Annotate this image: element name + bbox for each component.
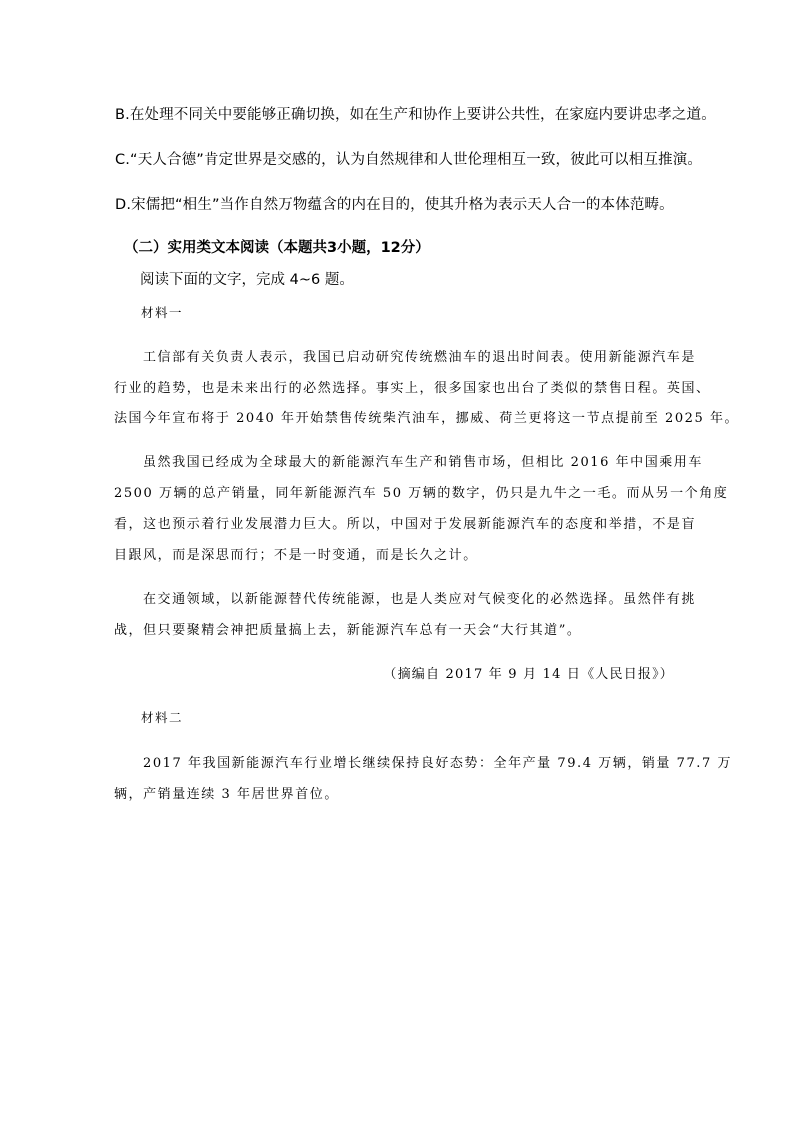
paragraph-line: 2500 万辆的总产销量，同年新能源汽车 50 万辆的数字，仍只是九牛之一毛。而从另一个角度 — [114, 486, 729, 501]
option-b: B.在处理不同关中要能够正确切换，如在生产和协作上要讲公共性，在家庭内要讲忠孝之道。 — [115, 107, 716, 123]
material-1-label: 材料一 — [141, 305, 184, 320]
section-instruction: 阅读下面的文字，完成 4~6 题。 — [140, 272, 354, 288]
material-2-label: 材料二 — [141, 710, 184, 725]
paragraph-line: 辆，产销量连续 3 年居世界首位。 — [114, 787, 339, 802]
paragraph-line: 工信部有关负责人表示，我国已启动研究传统燃油车的退出时间表。使用新能源汽车是 — [143, 350, 696, 365]
paragraph-line: 行业的趋势，也是未来出行的必然选择。事实上，很多国家也出台了类似的禁售日程。英国、 — [114, 381, 711, 396]
option-d: D.宋儒把“相生”当作自然万物蕴含的内在目的，使其升格为表示天人合一的本体范畴。 — [115, 197, 674, 213]
paragraph-line: 2017 年我国新能源汽车行业增长继续保持良好态势：全年产量 79.4 万辆，销量 77.7 万 — [143, 756, 733, 771]
paragraph-line: 看，这也预示着行业发展潜力巨大。所以，中国对于发展新能源汽车的态度和举措，不是盲 — [114, 517, 697, 532]
paragraph-line: 虽然我国已经成为全球最大的新能源汽车生产和销售市场，但相比 2016 年中国乘用车 — [143, 455, 703, 470]
paragraph-line: 目跟风，而是深思而行；不是一时变通，而是长久之计。 — [114, 548, 478, 563]
option-c: C.“天人合德”肯定世界是交感的，认为自然规律和人世伦理相互一致，彼此可以相互推演。 — [115, 152, 703, 168]
material-1-source: （摘编自 2017 年 9 月 14 日《人民日报》） — [383, 667, 674, 682]
paragraph-line: 法国今年宣布将于 2040 年开始禁售传统柴汽油车，挪威、荷兰更将这一节点提前至 2025 年。 — [114, 411, 740, 426]
paragraph-line: 战，但只要聚精会神把质量搞上去，新能源汽车总有一天会“大行其道”。 — [114, 623, 582, 638]
paragraph-line: 在交通领域，以新能源替代传统能源，也是人类应对气候变化的必然选择。虽然伴有挑 — [143, 592, 696, 607]
section-heading: （二）实用类文本阅读（本题共3小题，12分） — [124, 240, 430, 256]
